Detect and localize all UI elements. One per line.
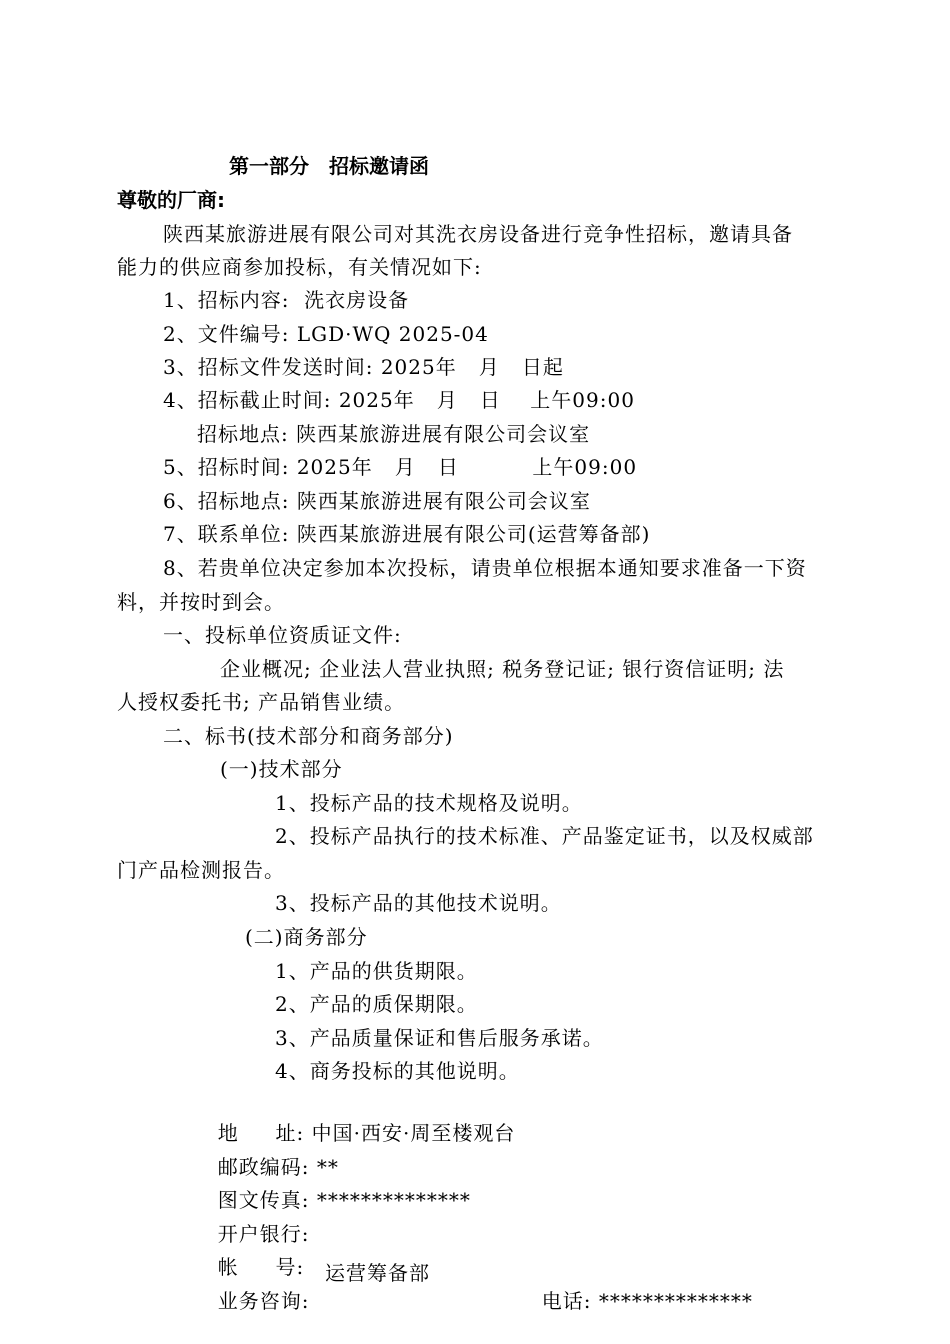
technical-item-2-line-1: 2、投标产品执行的技术标准、产品鉴定证书，以及权威部 — [275, 824, 814, 848]
intro-line-1: 陕西某旅游进展有限公司对其洗衣房设备进行竞争性招标，邀请具备 — [163, 222, 793, 246]
section-1-body-2: 人授权委托书; 产品销售业绩。 — [117, 690, 406, 714]
item-2: 2、文件编号: LGD·WQ 2025-04 — [163, 322, 489, 346]
business-heading: (二)商务部分 — [245, 925, 368, 949]
consult-value: 运营筹备部 — [325, 1261, 430, 1285]
item-4-location: 招标地点: 陕西某旅游进展有限公司会议室 — [197, 422, 591, 446]
item-8-line-2: 料，并按时到会。 — [117, 590, 285, 614]
item-3: 3、招标文件发送时间: 2025年 月 日起 — [163, 355, 564, 379]
technical-item-3: 3、投标产品的其他技术说明。 — [275, 891, 562, 915]
phone-row — [527, 1259, 753, 1315]
phone-label: 电话: — [541, 1289, 592, 1313]
address-label: 地 址: — [217, 1121, 305, 1145]
technical-item-1: 1、投标产品的技术规格及说明。 — [275, 791, 583, 815]
business-item-2: 2、产品的质保期限。 — [275, 992, 478, 1016]
fax-value: ************** — [316, 1188, 471, 1212]
section-1-heading: 一、投标单位资质证文件: — [163, 623, 402, 647]
item-5: 5、招标时间: 2025年 月 日 上午09:00 — [163, 455, 638, 479]
bank-label: 开户银行: — [217, 1222, 310, 1246]
item-4: 4、招标截止时间: 2025年 月 日 上午09:00 — [163, 388, 635, 412]
item-7: 7、联系单位: 陕西某旅游进展有限公司(运营筹备部) — [163, 522, 651, 546]
salutation: 尊敬的厂商: — [117, 188, 225, 212]
consult-row — [203, 1259, 309, 1315]
address-value: 中国·西安·周至楼观台 — [311, 1121, 516, 1145]
business-item-1: 1、产品的供货期限。 — [275, 959, 478, 983]
postcode-label: 邮政编码: — [217, 1155, 310, 1179]
intro-line-2: 能力的供应商参加投标，有关情况如下: — [117, 255, 482, 279]
page-title: 第一部分 招标邀请函 — [229, 154, 429, 178]
technical-heading: (一)技术部分 — [220, 757, 343, 781]
postcode-value: ** — [316, 1155, 339, 1179]
item-6: 6、招标地点: 陕西某旅游进展有限公司会议室 — [163, 489, 591, 513]
section-2-heading: 二、标书(技术部分和商务部分) — [163, 724, 454, 748]
business-item-3: 3、产品质量保证和售后服务承诺。 — [275, 1026, 604, 1050]
business-item-4: 4、商务投标的其他说明。 — [275, 1059, 520, 1083]
item-8-line-1: 8、若贵单位决定参加本次投标，请贵单位根据本通知要求准备一下资 — [163, 556, 807, 580]
account-label: 帐 号: — [217, 1255, 305, 1279]
technical-item-2-line-2: 门产品检测报告。 — [117, 858, 285, 882]
consult-label: 业务咨询: — [217, 1289, 310, 1313]
phone-value: ************** — [598, 1289, 753, 1313]
fax-label: 图文传真: — [217, 1188, 310, 1212]
item-1: 1、招标内容: 洗衣房设备 — [163, 288, 410, 312]
section-1-body-1: 企业概况; 企业法人营业执照; 税务登记证; 银行资信证明; 法 — [220, 657, 785, 681]
